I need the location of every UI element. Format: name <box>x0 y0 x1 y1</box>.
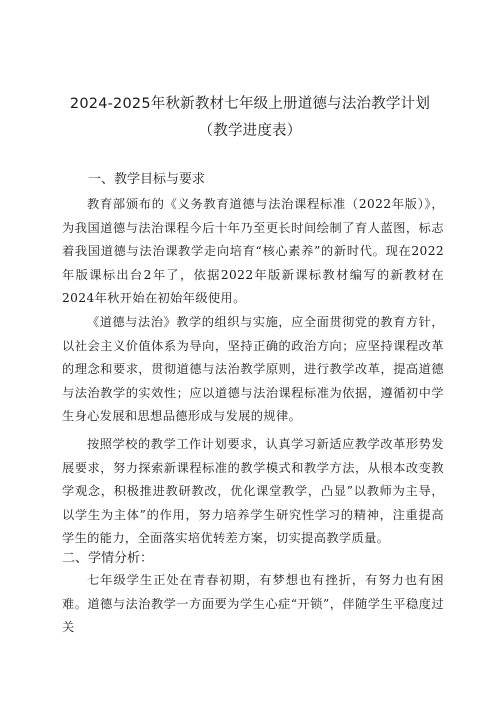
paragraph: 《道德与法治》教学的组织与实施，应全面贯彻党的教育方针，以社会主义价值体系为导向，坚持正确的政治方向；应坚持课程改革的理念和要求，贯彻道德与法治教学原则，进行教学改革，提高道德与法治教学的实效性；应以道德与法治课程标准为依据，遵循初中学生身心发展和思想品德形成与发展的规律。 <box>62 315 444 424</box>
paragraph: 教育部颁布的《义务教育道德与法治课程标准（2022年版）》，为我国道德与法治课程今后十年乃至更长时间绘制了育人蓝图，标志着我国道德与法治课教学走向培育“核心素养”的新时代。现在2022年版课标出台2年了，依据2022年版新课标教材编写的新教材在2024年秋开始在初始年级使用。 <box>62 197 444 306</box>
section-heading-analysis: 二、学情分析： <box>62 551 154 566</box>
section-heading-goals: 一、教学目标与要求 <box>88 172 206 187</box>
document-title: 2024-2025年秋新教材七年级上册道德与法治教学计划 <box>69 96 431 112</box>
paragraph: 按照学校的教学工作计划要求，认真学习新适应教学改革形势发展要求，努力探索新课程标准的教学模式和教学方法，从根本改变教学观念，积极推进教研教改，优化课堂教学，凸显”以教师为主导，以学生为主体”的作用，努力培养学生研究性学习的精神，注重提高学生的能力，全面落实培优转差方案，切实提高教学质量。 <box>62 437 444 546</box>
document-subtitle: （教学进度表） <box>198 123 302 139</box>
paragraph: 七年级学生正处在青春初期，有梦想也有挫折，有努力也有困难。道德与法治教学一方面要为学生心症“开锁”，伴随学生平稳度过关 <box>62 573 444 635</box>
